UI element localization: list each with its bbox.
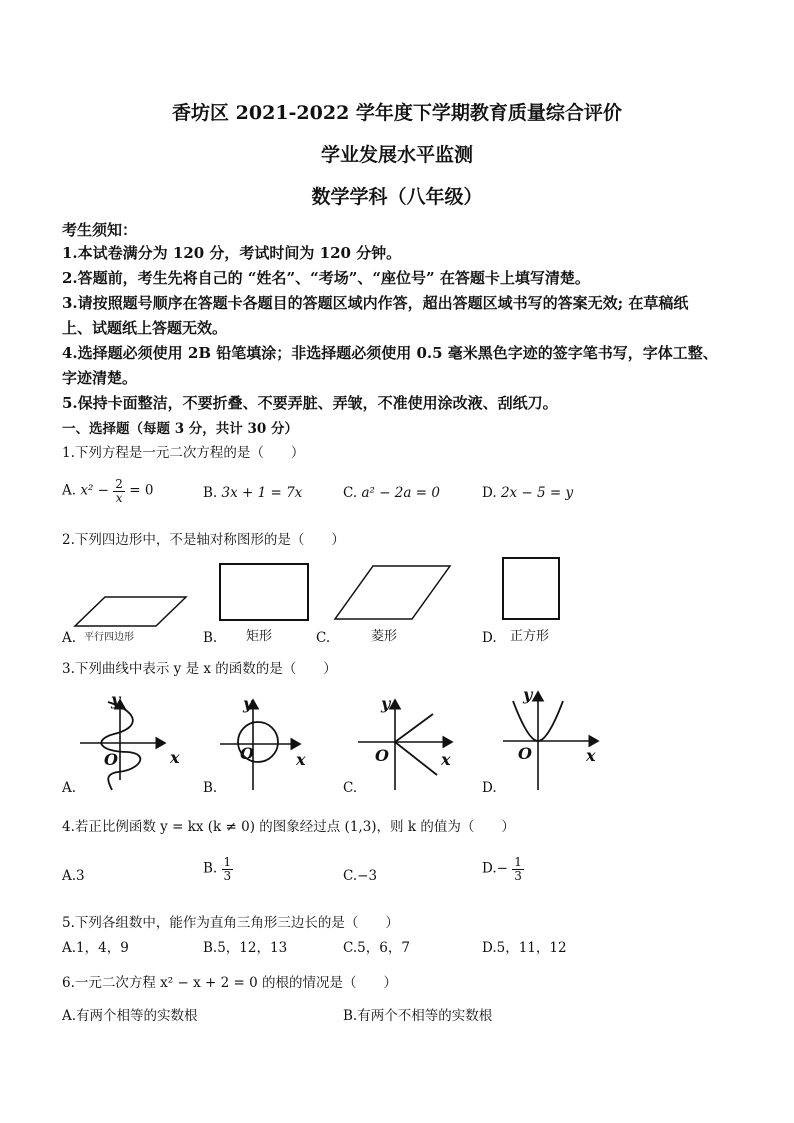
q5-option-b: B.5，12，13: [203, 940, 288, 956]
q5-option-d: D.5，11，12: [482, 940, 567, 956]
q3-option-a-label: A.: [62, 780, 77, 796]
q4-option-d: D.− $\frac{1}{3}$: [482, 855, 522, 883]
q1-option-b: B. 3x + 1 = 7x: [203, 485, 303, 501]
q3b-origin: O: [240, 744, 254, 763]
q3-option-c-label: C.: [343, 780, 358, 796]
q3-option-b-label: B.: [203, 780, 218, 796]
q1-option-a: A. x² − $\frac{2}{x}$ = 0: [62, 477, 154, 505]
q3a-y-label: y: [111, 690, 121, 709]
question-2-stem: 2.下列四边形中，不是轴对称图形的是（ ）: [62, 532, 345, 548]
question-3-stem: 3.下列曲线中表示 y 是 x 的函数的是（ ）: [62, 661, 337, 677]
notice-item: 3.请按照题号顺序在答题卡各题目的答题区域内作答，超出答题区域书写的答案无效; 在草稿纸: [62, 294, 689, 312]
q2-option-a-label: A.: [62, 630, 77, 646]
notice-item: 2.答题前，考生先将自己的 “姓名”、“考场”、“座位号” 在答题卡上填写清楚。: [62, 269, 590, 287]
q6-option-a: A.有两个相等的实数根: [62, 1008, 198, 1024]
q2-caption-rectangle: 矩形: [246, 629, 273, 644]
notice-item: 上、试题纸上答题无效。: [62, 319, 228, 337]
q3a-x-label: x: [170, 748, 180, 767]
q3c-y-label: y: [381, 694, 391, 713]
section-heading: 一、选择题（每题 3 分，共计 30 分）: [62, 421, 298, 437]
q5-option-a: A.1，4，9: [62, 940, 129, 956]
q4-option-c: C.−3: [343, 868, 378, 884]
q1-option-c: C. a² − 2a = 0: [343, 485, 440, 501]
notice-item: 5.保持卡面整洁，不要折叠、不要弄脏、弄皱，不准使用涂改液、刮纸刀。: [62, 394, 558, 412]
exam-subject: 数学学科（八年级）: [311, 186, 483, 208]
q2-caption-rhombus: 菱形: [371, 629, 398, 644]
q6-option-b: B.有两个不相等的实数根: [343, 1008, 493, 1024]
question-6-stem: 6.一元二次方程 x² − x + 2 = 0 的根的情况是（ ）: [62, 975, 397, 991]
q4-option-b: B. $\frac{1}{3}$: [203, 855, 232, 883]
question-1-stem: 1.下列方程是一元二次方程的是（ ）: [62, 445, 305, 461]
q3b-y-label: y: [243, 694, 253, 713]
q3d-x-label: x: [586, 746, 596, 765]
q3c-x-label: x: [441, 750, 451, 769]
notice-item: 字迹清楚。: [62, 369, 138, 387]
notice-item: 1.本试卷满分为 120 分，考试时间为 120 分钟。: [62, 244, 402, 262]
q4-option-a: A.3: [62, 868, 85, 884]
q3d-origin: O: [518, 744, 532, 763]
q3b-x-label: x: [296, 750, 306, 769]
q3d-y-label: y: [523, 685, 533, 704]
q2-option-c-label: C.: [316, 630, 331, 646]
q3-option-d-label: D.: [482, 780, 497, 796]
q5-option-c: C.5，6，7: [343, 940, 410, 956]
q2-caption-parallelogram: 平行四边形: [84, 632, 134, 643]
q2-caption-square: 正方形: [510, 629, 550, 644]
q3a-origin: O: [104, 750, 118, 769]
q2-option-b-label: B.: [203, 630, 218, 646]
q2-option-d-label: D.: [482, 630, 497, 646]
exam-title: 香坊区 2021-2022 学年度下学期教育质量综合评价: [172, 102, 622, 124]
q3c-origin: O: [375, 746, 389, 765]
question-4-stem: 4.若正比例函数 y = kx (k ≠ 0) 的图象经过点 (1,3)，则 k 的值为（ ）: [62, 819, 515, 835]
q1-option-d: D. 2x − 5 = y: [482, 485, 574, 501]
exam-subtitle: 学业发展水平监测: [320, 144, 473, 166]
question-5-stem: 5.下列各组数中，能作为直角三角形三边长的是（ ）: [62, 915, 399, 931]
notice-item: 4.选择题必须使用 2B 铅笔填涂；非选择题必须使用 0.5 毫米黑色字迹的签字笔书写，字体工整、: [62, 344, 718, 362]
notice-heading: 考生须知：: [62, 221, 138, 239]
